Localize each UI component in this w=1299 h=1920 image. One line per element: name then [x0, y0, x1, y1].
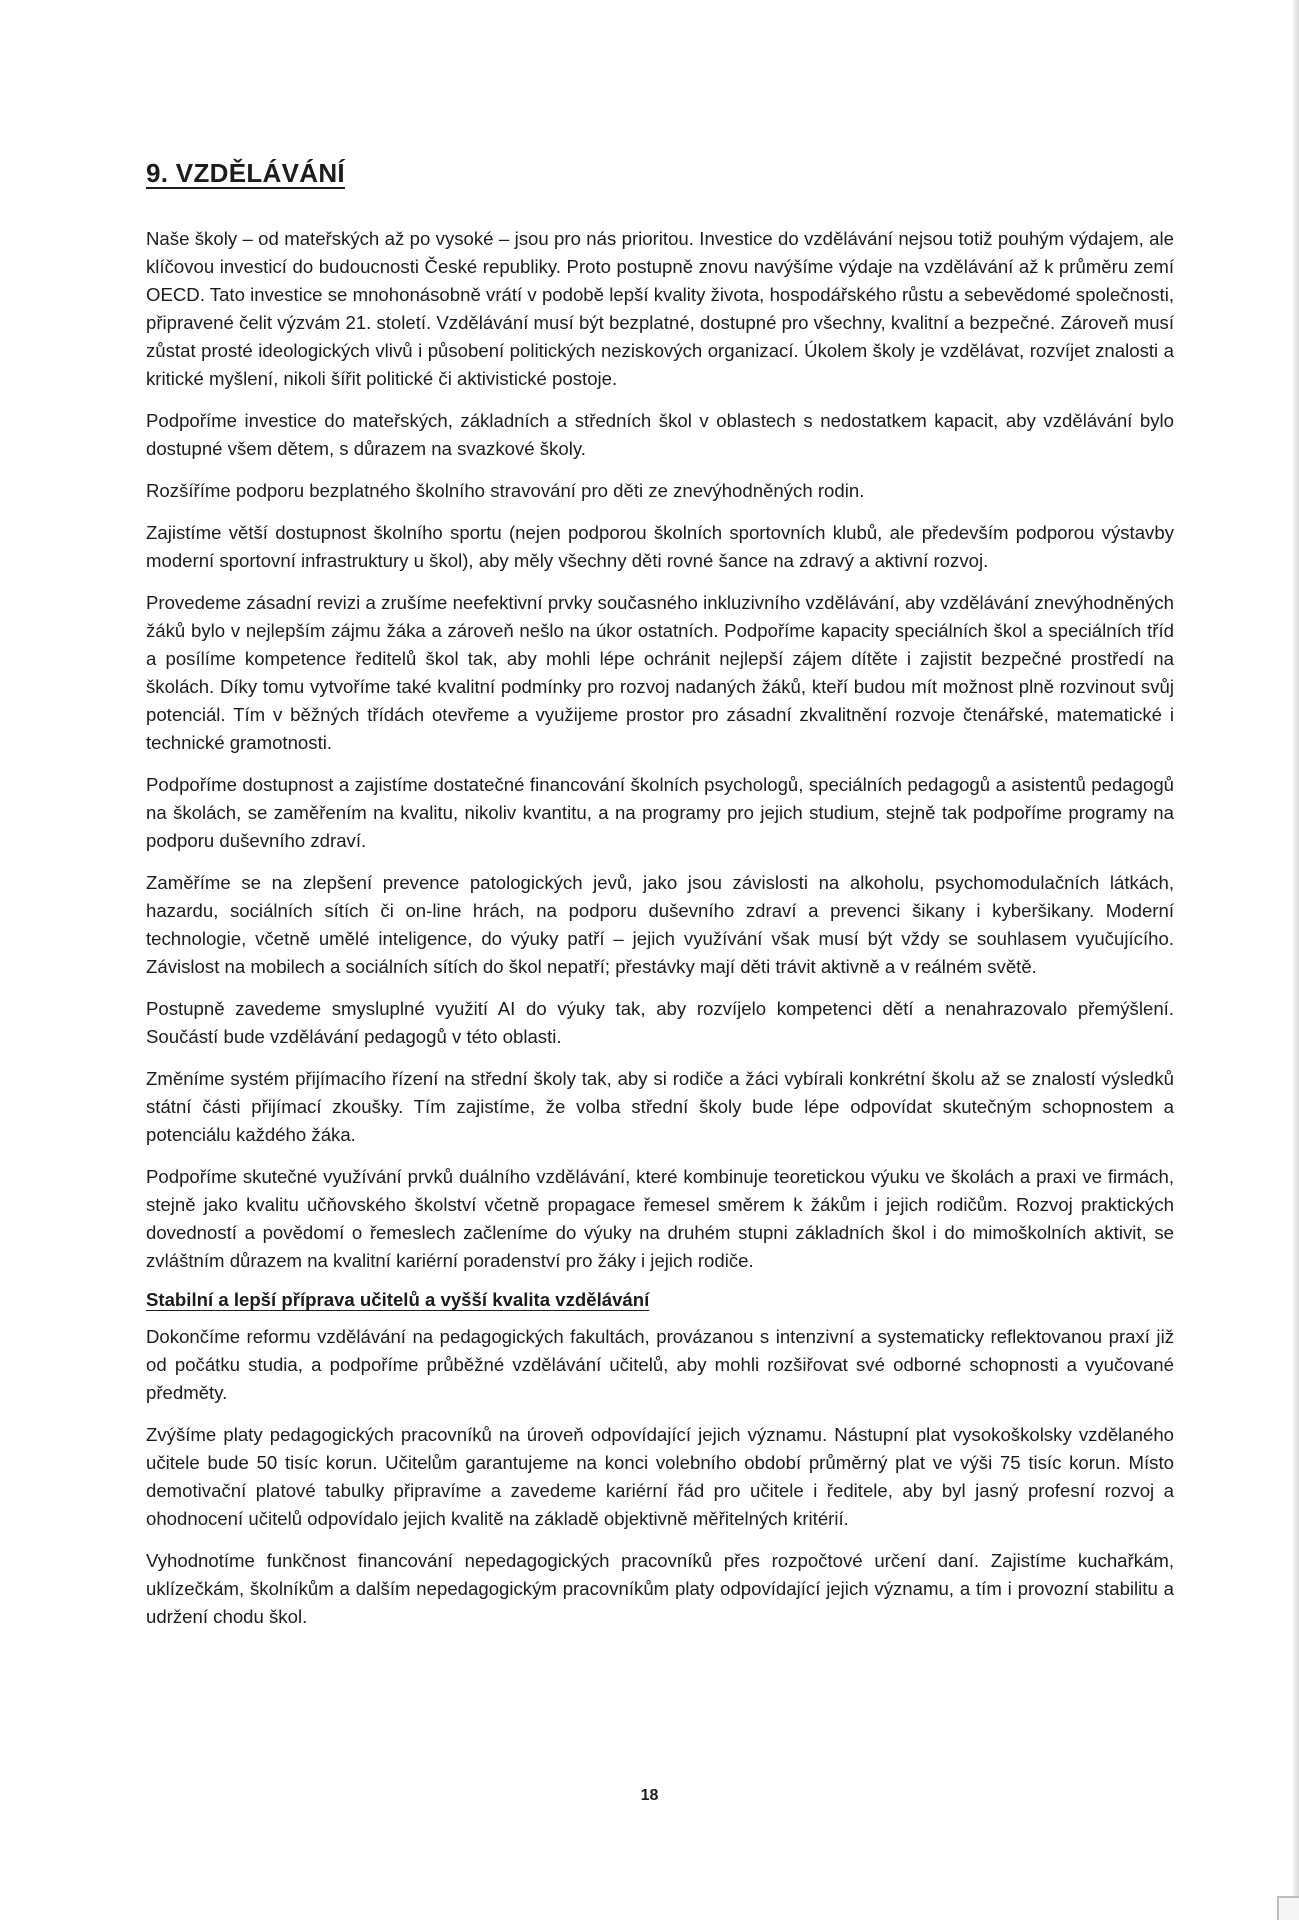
scan-page-edge: [1293, 0, 1299, 1920]
paragraph-inclusion-revision: Provedeme zásadní revizi a zrušíme neefektivní prvky současného inkluzivního vzdělávání, aby vzdělávání znevýhodněných žáků bylo v nejlepším zájmu žáka a zároveň nešlo na úkor ostatních. Podpoříme kapacity speciálních škol a speciálních tříd a posílíme kompetence ředitelů škol tak, aby mohli lépe ochránit nejlepší zájem dítěte i zajistit bezpečné prostředí na školách. Díky tomu vytvoříme také kvalitní podmínky pro rozvoj nadaných žáků, kteří budou mít možnost plně rozvinout svůj potenciál. Tím v běžných třídách otevřeme a využijeme prostor pro zásadní zkvalitnění rozvoje čtenářské, matematické i technické gramotnosti.: [146, 592, 1174, 753]
paragraph-prevention: Zaměříme se na zlepšení prevence patologických jevů, jako jsou závislosti na alkoholu, psychomodulačních látkách, hazardu, sociálních sítích či on-line hrách, na podporu duševního zdraví a prevenci šikany i kyberšikany. Moderní technologie, včetně umělé inteligence, do výuky patří – jejich využívání však musí být vždy se souhlasem vyučujícího. Závislost na mobilech a sociálních sítích do škol nepatří; přestávky mají děti trávit aktivně a v reálném světě.: [146, 872, 1174, 977]
paragraph-teacher-salaries: Zvýšíme platy pedagogických pracovníků na úroveň odpovídající jejich významu. Nástupní plat vysokoškolsky vzdělaného učitele bude 50 tisíc korun. Učitelům garantujeme na konci volebního období průměrný plat ve výši 75 tisíc korun. Místo demotivační platové tabulky připravíme a zavedeme kariérní řád pro učitele i ředitele, aby byl jasný profesní rozvoj a ohodnocení učitelů odpovídalo jejich kvalitě na základě objektivně měřitelných kritérií.: [146, 1424, 1174, 1529]
section-title: 9. VZDĚLÁVÁNÍ: [146, 158, 345, 188]
paragraph-teacher-training: Dokončíme reformu vzdělávání na pedagogických fakultách, provázanou s intenzivní a systematicky reflektovanou praxí již od počátku studia, a podpoříme průběžné vzdělávání učitelů, aby mohli rozšiřovat své odborné schopnosti a vyučované předměty.: [146, 1326, 1174, 1403]
subsection-heading: Stabilní a lepší příprava učitelů a vyšší kvalita vzdělávání: [146, 1289, 650, 1310]
paragraph-intro: Naše školy – od mateřských až po vysoké – jsou pro nás prioritou. Investice do vzdělávání nejsou totiž pouhým výdajem, ale klíčovou investicí do budoucnosti České republiky. Proto postupně znovu navýšíme výdaje na vzdělávání až k průměru zemí OECD. Tato investice se mnohonásobně vrátí v podobě lepší kvality života, hospodářského růstu a sebevědomé společnosti, připravené čelit výzvám 21. století. Vzdělávání musí být bezplatné, dostupné pro všechny, kvalitní a bezpečné. Zároveň musí zůstat prosté ideologických vlivů i působení politických neziskových organizací. Úkolem školy je vzdělávat, rozvíjet znalosti a kritické myšlení, nikoli šířit politické či aktivistické postoje.: [146, 228, 1175, 389]
paragraph-school-sport: Zajistíme větší dostupnost školního sportu (nejen podporou školních sportovních klubů, ale především podporou výstavby moderní sportovní infrastruktury u škol), aby měly všechny děti rovné šance na zdravý a aktivní rozvoj.: [146, 522, 1174, 571]
paragraph-nonteaching-staff: Vyhodnotíme funkčnost financování nepedagogických pracovníků přes rozpočtové určení daní. Zajistíme kuchařkám, uklízečkám, školníkům a dalším nepedagogickým pracovníkům platy odpovídající jejich významu, a tím i provozní stabilitu a udržení chodu škol.: [146, 1550, 1174, 1627]
paragraph-dual-education: Podpoříme skutečné využívání prvků duálního vzdělávání, které kombinuje teoretickou výuku ve školách a praxi ve firmách, stejně jako kvalitu učňovského školství včetně propagace řemesel směrem k žákům i jejich rodičům. Rozvoj praktických dovedností a povědomí o řemeslech začleníme do výuky na druhém stupni základních škol i do mimoškolních aktivit, se zvláštním důrazem na kvalitní kariérní poradenství pro žáky i jejich rodiče.: [146, 1166, 1174, 1271]
paragraph-ai-teaching: Postupně zavedeme smysluplné využití AI do výuky tak, aby rozvíjelo kompetenci dětí a nenahrazovalo přemýšlení. Součástí bude vzdělávání pedagogů v této oblasti.: [146, 998, 1174, 1047]
paragraph-psychologists: Podpoříme dostupnost a zajistíme dostatečné financování školních psychologů, speciálních pedagogů a asistentů pedagogů na školách, se zaměřením na kvalitu, nikoliv kvantitu, a na programy pro jejich studium, stejně tak podpoříme programy na podporu duševního zdraví.: [146, 774, 1174, 851]
document-body: [146, 158, 1174, 1645]
scan-page-corner: [1277, 1896, 1299, 1920]
paragraph-kindergarten-investment: Podpoříme investice do mateřských, základních a středních škol v oblastech s nedostatkem kapacit, aby vzdělávání bylo dostupné všem dětem, s důrazem na svazkové školy.: [146, 410, 1174, 459]
paragraph-school-meals: Rozšíříme podporu bezplatného školního stravování pro děti ze znevýhodněných rodin.: [146, 480, 865, 501]
paragraph-admission: Změníme systém přijímacího řízení na střední školy tak, aby si rodiče a žáci vybírali konkrétní školu až se znalostí výsledků státní části přijímací zkoušky. Tím zajistíme, že volba střední školy bude lépe odpovídat skutečným schopnostem a potenciálu každého žáka.: [146, 1068, 1174, 1145]
page-number: 18: [640, 1787, 659, 1804]
